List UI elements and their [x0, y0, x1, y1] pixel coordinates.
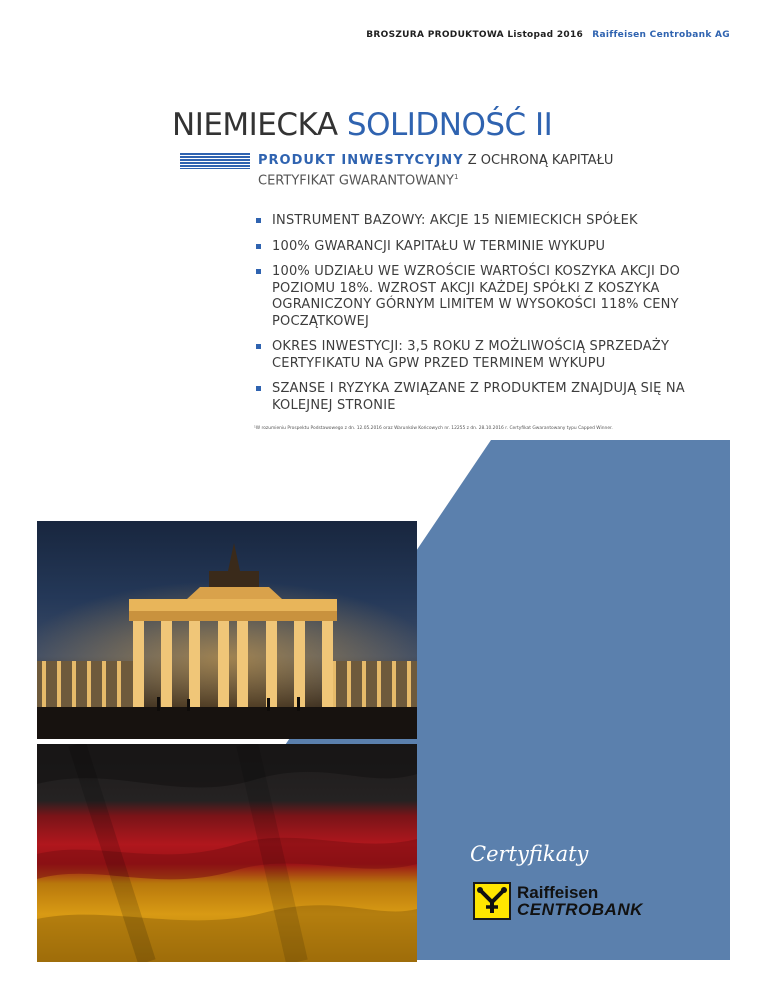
german-flag-photo: [37, 744, 417, 962]
certificate-type-label: CERTYFIKAT GWARANTOWANY: [258, 173, 454, 189]
feature-text: SZANSE I RYZYKA ZWIĄZANE Z PRODUKTEM ZNAJDUJĄ SIĘ NA KOLEJNEJ STRONIE: [272, 381, 685, 413]
title-main: NIEMIECKA: [172, 107, 338, 143]
footnote: ¹W rozumieniu Prospektu Podstawowego z dn. 12.05.2016 oraz Warunków Końcowych nr. 12255 z dn. 28.10.2016 r. Certyfikat Gwarantowany typu Capped Winner.: [254, 426, 613, 431]
footnote-mark: 1: [453, 173, 459, 181]
feature-text: OKRES INWESTYCJI: 3,5 ROKU Z MOŻLIWOŚCIĄ SPRZEDAŻY CERTYFIKATU NA GPW PRZED TERMINEM WYKUPU: [272, 339, 670, 371]
bank-name: Raiffeisen Centrobank AG: [592, 30, 730, 40]
product-type-strong: PRODUKT INWESTYCYJNY: [258, 153, 464, 168]
brandenburg-gate-photo: [37, 521, 417, 739]
certificates-tagline: Certyfikaty: [470, 842, 589, 866]
logo-line-raiffeisen: Raiffeisen: [517, 883, 599, 902]
raiffeisen-centrobank-logo: [473, 882, 643, 920]
publication-label: BROSZURA PRODUKTOWA Listopad 2016: [366, 30, 584, 40]
logo-line-centrobank: CENTROBANK: [517, 900, 643, 919]
feature-text: INSTRUMENT BAZOWY: AKCJE 15 NIEMIECKICH SPÓŁEK: [272, 213, 638, 228]
raiffeisen-gable-cross-icon: [473, 882, 511, 920]
feature-text: 100% UDZIAŁU WE WZROŚCIE WARTOŚCI KOSZYKA AKCJI DO POZIOMU 18%. WZROST AKCJI KAŻDEJ SPÓŁKI Z KOSZYKA OGRANICZONY GÓRNYM LIMITEM W WYSOKOŚCI 118% CENY POCZĄTKOWEJ: [272, 264, 681, 329]
feature-text: 100% GWARANCJI KAPITAŁU W TERMINIE WYKUPU: [272, 238, 606, 254]
product-type-rest: Z OCHRONĄ KAPITAŁU: [467, 153, 614, 168]
title-accent: SOLIDNOŚĆ II: [346, 107, 553, 143]
logo-wordmark: [517, 884, 643, 918]
